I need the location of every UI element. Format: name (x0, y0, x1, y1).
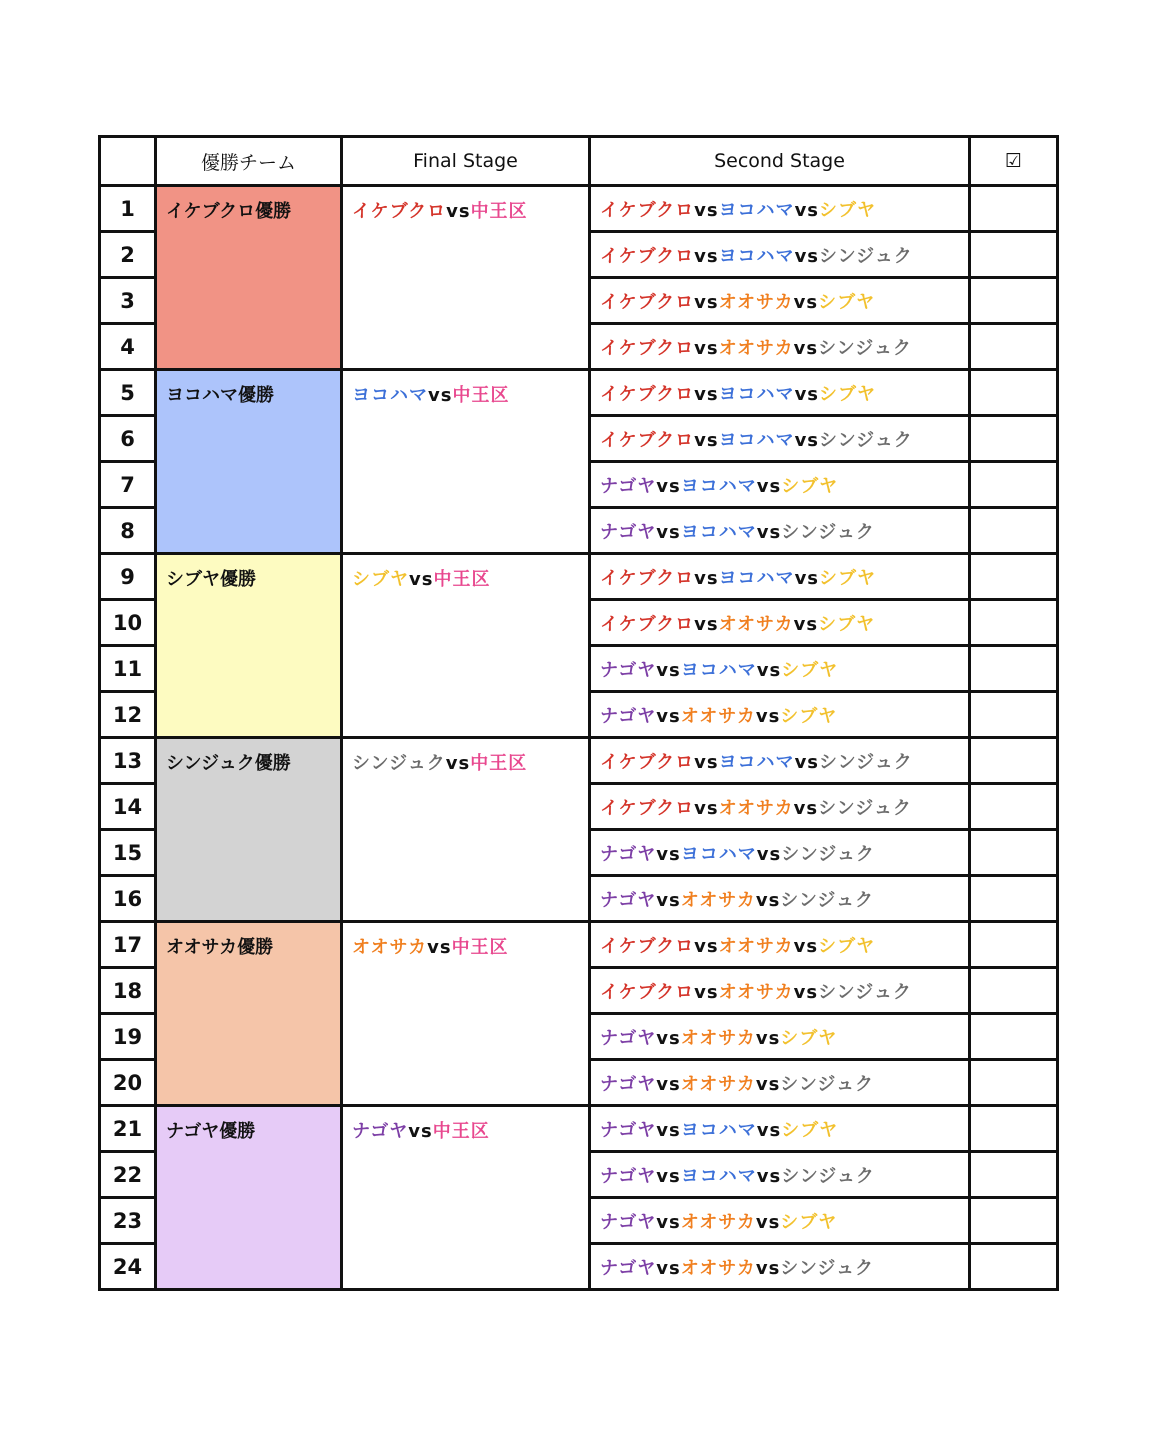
team-name: ナゴヤ (600, 843, 657, 865)
second-stage-cell (590, 968, 970, 1014)
row-number: 10 (100, 600, 156, 646)
header-check: ☑ (970, 137, 1058, 186)
team-name: ナゴヤ (600, 1027, 657, 1049)
second-stage-cell (590, 416, 970, 462)
vs-label: vs (694, 199, 719, 221)
table-row (100, 738, 1058, 784)
second-stage-cell (590, 922, 970, 968)
team-name: オオサカ (718, 797, 794, 819)
team-name: 中王区 (452, 385, 510, 406)
vs-label: vs (694, 567, 719, 589)
team-name: シブヤ (781, 659, 839, 681)
second-stage-cell (590, 462, 970, 508)
row-number: 21 (100, 1106, 156, 1152)
team-name: ナゴヤ (600, 659, 657, 681)
second-stage-cell (590, 1244, 970, 1290)
team-name: シブヤ (352, 569, 409, 590)
team-name: イケブクロ (600, 429, 695, 451)
second-stage-cell (590, 1014, 970, 1060)
check-cell[interactable] (970, 738, 1058, 784)
check-cell[interactable] (970, 1060, 1058, 1106)
vs-label: vs (409, 569, 434, 590)
second-stage-cell (590, 278, 970, 324)
second-stage-cell (590, 1152, 970, 1198)
row-number: 5 (100, 370, 156, 416)
vs-label: vs (756, 475, 782, 497)
vs-label: vs (656, 521, 681, 543)
team-name: ナゴヤ (600, 1119, 657, 1141)
row-number: 14 (100, 784, 156, 830)
vs-label: vs (656, 1211, 681, 1233)
second-stage-cell (590, 876, 970, 922)
vs-label: vs (656, 1257, 681, 1279)
team-name: オオサカ (718, 981, 794, 1003)
second-stage-cell (590, 554, 970, 600)
final-stage-cell (342, 922, 590, 1106)
vs-label: vs (656, 1119, 681, 1141)
team-name: オオサカ (718, 613, 794, 635)
row-number: 23 (100, 1198, 156, 1244)
vs-label: vs (694, 935, 719, 957)
vs-label: vs (445, 753, 471, 774)
row-number: 7 (100, 462, 156, 508)
team-name: オオサカ (718, 337, 794, 359)
row-number: 3 (100, 278, 156, 324)
vs-label: vs (694, 337, 719, 359)
vs-label: vs (694, 797, 719, 819)
vs-label: vs (755, 889, 781, 911)
team-name: オオサカ (352, 937, 428, 958)
team-name: オオサカ (680, 1027, 756, 1049)
vs-label: vs (656, 1165, 681, 1187)
team-name: シブヤ (781, 475, 839, 497)
second-stage-cell (590, 646, 970, 692)
vs-label: vs (755, 1073, 781, 1095)
team-name: ヨコハマ (718, 429, 795, 451)
second-stage-cell (590, 324, 970, 370)
vs-label: vs (694, 245, 719, 267)
vs-label: vs (793, 613, 819, 635)
team-name: シブヤ (819, 567, 877, 589)
vs-label: vs (794, 751, 820, 773)
vs-label: vs (755, 1027, 781, 1049)
vs-label: vs (793, 935, 819, 957)
row-number: 17 (100, 922, 156, 968)
team-name: ナゴヤ (600, 1073, 657, 1095)
team-name: シブヤ (780, 1211, 838, 1233)
team-name: 中王区 (451, 937, 509, 958)
row-number: 13 (100, 738, 156, 784)
check-cell[interactable] (970, 1106, 1058, 1152)
vs-label: vs (794, 383, 820, 405)
bracket-table (98, 135, 1059, 1291)
vs-label: vs (428, 385, 453, 406)
winner-team-cell: オオサカ優勝 (156, 922, 342, 1106)
team-name: 中王区 (432, 1121, 490, 1142)
check-cell[interactable] (970, 1152, 1058, 1198)
team-name: イケブクロ (600, 567, 695, 589)
team-name: シンジュク (781, 1165, 875, 1187)
table-row (100, 554, 1058, 600)
vs-label: vs (794, 429, 820, 451)
vs-label: vs (755, 1257, 781, 1279)
second-stage-cell (590, 370, 970, 416)
vs-label: vs (793, 797, 819, 819)
check-cell[interactable] (970, 922, 1058, 968)
check-cell[interactable] (970, 692, 1058, 738)
second-stage-cell (590, 830, 970, 876)
vs-label: vs (656, 843, 681, 865)
header-final-stage: Final Stage (342, 137, 590, 186)
team-name: ナゴヤ (600, 475, 657, 497)
check-cell[interactable] (970, 1014, 1058, 1060)
team-name: オオサカ (680, 1073, 756, 1095)
team-name: ヨコハマ (680, 843, 757, 865)
row-number: 9 (100, 554, 156, 600)
final-stage-cell (342, 738, 590, 922)
vs-label: vs (794, 245, 820, 267)
team-name: ナゴヤ (600, 889, 657, 911)
header-winner: 優勝チーム (156, 137, 342, 186)
team-name: イケブクロ (600, 935, 695, 957)
row-number: 24 (100, 1244, 156, 1290)
final-stage-cell (342, 554, 590, 738)
team-name: オオサカ (680, 705, 756, 727)
team-name: シブヤ (780, 705, 838, 727)
vs-label: vs (656, 659, 681, 681)
check-cell[interactable] (970, 830, 1058, 876)
team-name: オオサカ (680, 1257, 756, 1279)
second-stage-cell (590, 784, 970, 830)
header-row (100, 137, 1058, 186)
vs-label: vs (656, 1073, 681, 1095)
check-cell[interactable] (970, 646, 1058, 692)
second-stage-cell (590, 508, 970, 554)
vs-label: vs (694, 751, 719, 773)
team-name: イケブクロ (352, 201, 447, 222)
winner-team-cell: シブヤ優勝 (156, 554, 342, 738)
vs-label: vs (656, 1027, 681, 1049)
team-name: ヨコハマ (718, 383, 795, 405)
row-number: 4 (100, 324, 156, 370)
table-row (100, 1106, 1058, 1152)
team-name: イケブクロ (600, 245, 695, 267)
final-stage-cell (342, 1106, 590, 1290)
team-name: イケブクロ (600, 291, 695, 313)
team-name: シブヤ (819, 199, 877, 221)
second-stage-cell (590, 738, 970, 784)
team-name: シンジュク (819, 751, 913, 773)
team-name: ヨコハマ (718, 199, 795, 221)
team-name: オオサカ (718, 291, 794, 313)
vs-label: vs (427, 937, 452, 958)
winner-team-cell: ナゴヤ優勝 (156, 1106, 342, 1290)
row-number: 15 (100, 830, 156, 876)
check-cell[interactable] (970, 324, 1058, 370)
vs-label: vs (756, 521, 782, 543)
team-name: ナゴヤ (600, 1257, 657, 1279)
team-name: ナゴヤ (600, 1165, 657, 1187)
second-stage-cell (590, 232, 970, 278)
team-name: オオサカ (718, 935, 794, 957)
team-name: シブヤ (781, 1119, 839, 1141)
team-name: イケブクロ (600, 383, 695, 405)
vs-label: vs (755, 1211, 781, 1233)
row-number: 6 (100, 416, 156, 462)
final-stage-cell (342, 370, 590, 554)
team-name: イケブクロ (600, 337, 695, 359)
vs-label: vs (756, 659, 782, 681)
check-cell[interactable] (970, 508, 1058, 554)
vs-label: vs (793, 291, 819, 313)
check-cell[interactable] (970, 462, 1058, 508)
team-name: ヨコハマ (352, 385, 428, 406)
check-cell[interactable] (970, 600, 1058, 646)
second-stage-cell (590, 1198, 970, 1244)
second-stage-cell (590, 1106, 970, 1152)
check-cell[interactable] (970, 416, 1058, 462)
vs-label: vs (694, 613, 719, 635)
team-name: オオサカ (680, 889, 756, 911)
row-number: 19 (100, 1014, 156, 1060)
row-number: 16 (100, 876, 156, 922)
team-name: シブヤ (818, 935, 876, 957)
team-name: シブヤ (818, 291, 876, 313)
winner-team-cell: イケブクロ優勝 (156, 186, 342, 370)
team-name: シンジュク (780, 889, 875, 911)
team-name: シブヤ (818, 613, 876, 635)
check-cell[interactable] (970, 186, 1058, 232)
team-name: ヨコハマ (718, 245, 795, 267)
second-stage-cell (590, 600, 970, 646)
team-name: 中王区 (433, 569, 491, 590)
vs-label: vs (755, 705, 781, 727)
check-cell[interactable] (970, 968, 1058, 1014)
team-name: イケブクロ (600, 613, 695, 635)
team-name: ナゴヤ (352, 1121, 409, 1142)
second-stage-cell (590, 1060, 970, 1106)
team-name: ヨコハマ (680, 475, 757, 497)
vs-label: vs (446, 201, 471, 222)
team-name: ヨコハマ (718, 567, 795, 589)
row-number: 12 (100, 692, 156, 738)
team-name: シンジュク (352, 753, 446, 774)
team-name: 中王区 (470, 201, 528, 222)
team-name: ヨコハマ (718, 751, 795, 773)
second-stage-cell (590, 186, 970, 232)
header-num (100, 137, 156, 186)
vs-label: vs (793, 981, 819, 1003)
row-number: 20 (100, 1060, 156, 1106)
row-number: 11 (100, 646, 156, 692)
team-name: ヨコハマ (680, 521, 757, 543)
check-cell[interactable] (970, 1198, 1058, 1244)
row-number: 1 (100, 186, 156, 232)
team-name: 中王区 (470, 753, 528, 774)
table-row (100, 922, 1058, 968)
vs-label: vs (408, 1121, 433, 1142)
table-row (100, 370, 1058, 416)
team-name: オオサカ (680, 1211, 756, 1233)
table-body (100, 186, 1058, 1290)
team-name: シンジュク (781, 521, 875, 543)
vs-label: vs (794, 567, 820, 589)
check-cell[interactable] (970, 784, 1058, 830)
table-row (100, 186, 1058, 232)
vs-label: vs (793, 337, 819, 359)
team-name: シブヤ (819, 383, 877, 405)
team-name: シンジュク (818, 981, 912, 1003)
check-cell[interactable] (970, 554, 1058, 600)
team-name: イケブクロ (600, 751, 695, 773)
second-stage-cell (590, 692, 970, 738)
winner-team-cell: シンジュク優勝 (156, 738, 342, 922)
check-cell[interactable] (970, 370, 1058, 416)
team-name: ナゴヤ (600, 521, 657, 543)
header-second-stage: Second Stage (590, 137, 970, 186)
vs-label: vs (656, 889, 681, 911)
vs-label: vs (656, 705, 681, 727)
vs-label: vs (694, 981, 719, 1003)
row-number: 8 (100, 508, 156, 554)
row-number: 22 (100, 1152, 156, 1198)
team-name: ナゴヤ (600, 1211, 657, 1233)
team-name: シンジュク (780, 1257, 875, 1279)
team-name: イケブクロ (600, 797, 695, 819)
check-cell[interactable] (970, 1244, 1058, 1290)
vs-label: vs (756, 1119, 782, 1141)
team-name: ヨコハマ (680, 659, 757, 681)
team-name: シブヤ (780, 1027, 838, 1049)
row-number: 2 (100, 232, 156, 278)
final-stage-cell (342, 186, 590, 370)
check-cell[interactable] (970, 278, 1058, 324)
vs-label: vs (694, 429, 719, 451)
vs-label: vs (794, 199, 820, 221)
vs-label: vs (756, 1165, 782, 1187)
team-name: イケブクロ (600, 981, 695, 1003)
team-name: シンジュク (818, 797, 912, 819)
vs-label: vs (756, 843, 782, 865)
row-number: 18 (100, 968, 156, 1014)
team-name: シンジュク (819, 429, 913, 451)
winner-team-cell: ヨコハマ優勝 (156, 370, 342, 554)
check-cell[interactable] (970, 232, 1058, 278)
vs-label: vs (694, 383, 719, 405)
team-name: ヨコハマ (680, 1165, 757, 1187)
team-name: シンジュク (819, 245, 913, 267)
team-name: シンジュク (781, 843, 875, 865)
team-name: イケブクロ (600, 199, 695, 221)
team-name: シンジュク (780, 1073, 875, 1095)
team-name: ヨコハマ (680, 1119, 757, 1141)
team-name: シンジュク (818, 337, 912, 359)
vs-label: vs (694, 291, 719, 313)
team-name: ナゴヤ (600, 705, 657, 727)
check-cell[interactable] (970, 876, 1058, 922)
vs-label: vs (656, 475, 681, 497)
